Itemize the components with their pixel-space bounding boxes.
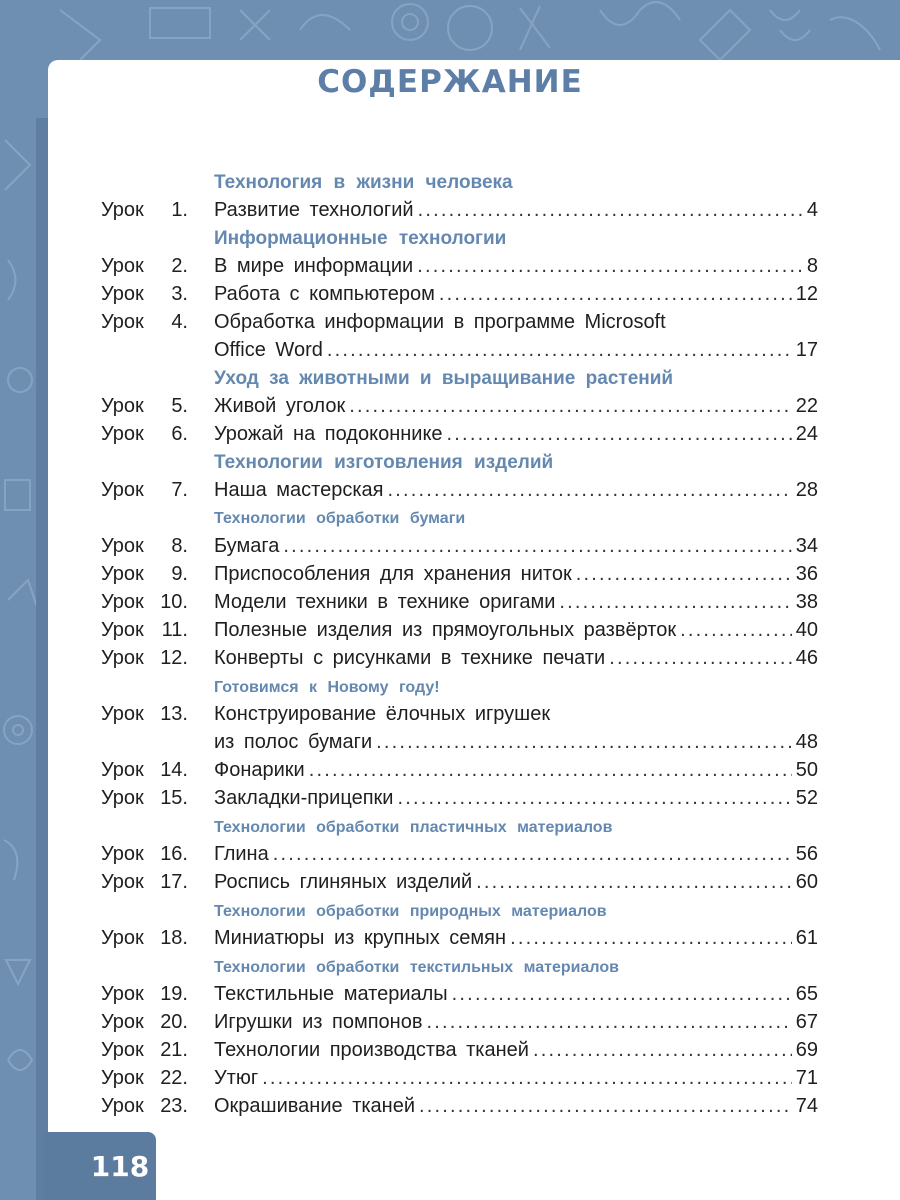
toc-entry (0, 843, 900, 871)
lesson-label: Урок (101, 1067, 144, 1089)
dot-leader (559, 591, 791, 614)
lesson-label: Урок (101, 283, 144, 305)
lesson-label: Урок (101, 759, 144, 781)
toc-entry (0, 423, 900, 451)
lesson-page: 69 (795, 1039, 818, 1061)
dot-leader (680, 619, 792, 642)
lesson-number: 6. (171, 423, 188, 445)
toc-entry (0, 199, 900, 227)
lesson-number: 7. (171, 479, 188, 501)
toc-entry (0, 479, 900, 507)
lesson-number: 4. (171, 311, 188, 333)
lesson-number: 21. (160, 1039, 188, 1061)
section-subheading: Технологии обработки текстильных материалов (214, 959, 619, 976)
toc-entry (0, 563, 900, 591)
lesson-title-continued: из полос бумаги (214, 731, 373, 753)
lesson-page: 56 (795, 843, 818, 865)
lesson-label: Урок (101, 1011, 144, 1033)
lesson-title: Текстильные материалы (214, 983, 448, 1005)
lesson-label: Урок (101, 563, 144, 585)
toc-entry (0, 1067, 900, 1095)
lesson-title: Полезные изделия из прямоугольных развёрток (214, 619, 677, 641)
lesson-number: 19. (160, 983, 188, 1005)
dot-leader (476, 871, 792, 894)
lesson-title: Утюг (214, 1067, 259, 1089)
section-subheading: Технологии обработки пластичных материалов (214, 819, 613, 836)
lesson-page: 74 (795, 1095, 818, 1117)
lesson-title: Роспись глиняных изделий (214, 871, 473, 893)
toc-entry (0, 535, 900, 563)
lesson-title: Живой уголок (214, 395, 346, 417)
lesson-label: Урок (101, 535, 144, 557)
lesson-label: Урок (101, 871, 144, 893)
lesson-label: Урок (101, 1039, 144, 1061)
section-subheading: Технологии обработки бумаги (214, 510, 466, 527)
lesson-page: 46 (795, 647, 818, 669)
lesson-page: 22 (795, 395, 818, 417)
section-subheading: Технологии обработки природных материалов (214, 903, 607, 920)
lesson-page: 65 (795, 983, 818, 1005)
lesson-number: 1. (171, 199, 188, 221)
toc-entry (0, 703, 900, 731)
lesson-number: 20. (160, 1011, 188, 1033)
toc-entry-continuation (0, 339, 900, 367)
toc-entry (0, 787, 900, 815)
toc-entry (0, 255, 900, 283)
dot-leader (447, 423, 792, 446)
section-heading: Уход за животными и выращивание растений (214, 368, 674, 389)
lesson-page: 34 (795, 535, 818, 557)
lesson-page: 67 (795, 1011, 818, 1033)
page-title: СОДЕРЖАНИЕ (317, 64, 583, 100)
dot-leader (349, 395, 792, 418)
lesson-title: В мире информации (214, 255, 414, 277)
dot-leader (262, 1067, 792, 1090)
lesson-page: 4 (806, 199, 818, 221)
lesson-title: Конверты с рисунками в технике печати (214, 647, 606, 669)
section-heading: Технология в жизни человека (214, 172, 513, 193)
lesson-title: Развитие технологий (214, 199, 414, 221)
lesson-number: 22. (160, 1067, 188, 1089)
lesson-page: 71 (795, 1067, 818, 1089)
dot-leader (418, 199, 803, 222)
lesson-label: Урок (101, 395, 144, 417)
dot-leader (327, 339, 792, 362)
lesson-page: 24 (795, 423, 818, 445)
dot-leader (419, 1095, 792, 1118)
lesson-title-continued: Office Word (214, 339, 323, 361)
section-subheading: Готовимся к Новому году! (214, 679, 440, 696)
lesson-label: Урок (101, 787, 144, 809)
section-heading: Информационные технологии (214, 228, 507, 249)
lesson-title: Миниатюры из крупных семян (214, 927, 507, 949)
toc-entry (0, 1039, 900, 1067)
toc-entry (0, 1011, 900, 1039)
lesson-page: 12 (795, 283, 818, 305)
toc-entry (0, 591, 900, 619)
lesson-label: Урок (101, 255, 144, 277)
lesson-number: 16. (160, 843, 188, 865)
lesson-page: 36 (795, 563, 818, 585)
lesson-title: Обработка информации в программе Microsoft (214, 311, 666, 333)
lesson-number: 3. (171, 283, 188, 305)
dot-leader (510, 927, 792, 950)
lesson-number: 11. (161, 619, 188, 641)
lesson-title: Фонарики (214, 759, 305, 781)
toc-entry (0, 871, 900, 899)
dot-leader (283, 535, 791, 558)
lesson-number: 12. (160, 647, 188, 669)
lesson-number: 9. (171, 563, 188, 585)
toc-entry (0, 927, 900, 955)
toc-entry (0, 283, 900, 311)
lesson-label: Урок (101, 591, 144, 613)
lesson-label: Урок (101, 479, 144, 501)
lesson-page: 8 (806, 255, 818, 277)
lesson-page: 52 (795, 787, 818, 809)
lesson-title: Закладки-прицепки (214, 787, 394, 809)
lesson-number: 5. (171, 395, 188, 417)
toc-entry (0, 983, 900, 1011)
dot-leader (452, 983, 792, 1006)
lesson-title: Глина (214, 843, 269, 865)
page-number: 118 (90, 1150, 150, 1183)
dot-leader (609, 647, 792, 670)
lesson-label: Урок (101, 423, 144, 445)
lesson-title: Игрушки из помпонов (214, 1011, 423, 1033)
toc-entry (0, 395, 900, 423)
dot-leader (397, 787, 791, 810)
lesson-title: Урожай на подоконнике (214, 423, 443, 445)
lesson-label: Урок (101, 1095, 144, 1117)
lesson-number: 13. (160, 703, 188, 725)
lesson-title: Конструирование ёлочных игрушек (214, 703, 551, 725)
dot-leader (426, 1011, 791, 1034)
lesson-label: Урок (101, 619, 144, 641)
lesson-number: 18. (160, 927, 188, 949)
lesson-label: Урок (101, 311, 144, 333)
lesson-title: Приспособления для хранения ниток (214, 563, 572, 585)
dot-leader (309, 759, 792, 782)
lesson-title: Технологии производства тканей (214, 1039, 529, 1061)
lesson-number: 23. (160, 1095, 188, 1117)
lesson-number: 14. (160, 759, 188, 781)
lesson-title: Бумага (214, 535, 280, 557)
dot-leader (273, 843, 792, 866)
lesson-page: 40 (795, 619, 818, 641)
lesson-number: 10. (160, 591, 188, 613)
lesson-label: Урок (101, 983, 144, 1005)
lesson-title: Модели техники в технике оригами (214, 591, 556, 613)
lesson-number: 15. (160, 787, 188, 809)
lesson-title: Окрашивание тканей (214, 1095, 416, 1117)
lesson-title: Наша мастерская (214, 479, 384, 501)
dot-leader (417, 255, 803, 278)
toc-entry (0, 759, 900, 787)
lesson-label: Урок (101, 199, 144, 221)
dot-leader (388, 479, 792, 502)
section-heading: Технологии изготовления изделий (214, 452, 554, 473)
lesson-number: 2. (171, 255, 188, 277)
lesson-page: 61 (795, 927, 818, 949)
dot-leader (376, 731, 792, 754)
toc-entry-continuation (0, 731, 900, 759)
lesson-title: Работа с компьютером (214, 283, 435, 305)
lesson-number: 17. (160, 871, 188, 893)
lesson-page: 60 (795, 871, 818, 893)
toc-entry (0, 311, 900, 339)
lesson-label: Урок (101, 843, 144, 865)
toc-entry (0, 619, 900, 647)
lesson-page: 17 (795, 339, 818, 361)
lesson-label: Урок (101, 647, 144, 669)
toc-entry (0, 1095, 900, 1123)
lesson-page: 50 (795, 759, 818, 781)
lesson-page: 28 (795, 479, 818, 501)
lesson-label: Урок (101, 703, 144, 725)
lesson-page: 38 (795, 591, 818, 613)
dot-leader (576, 563, 792, 586)
lesson-page: 48 (795, 731, 818, 753)
lesson-number: 8. (171, 535, 188, 557)
dot-leader (533, 1039, 792, 1062)
dot-leader (439, 283, 792, 306)
toc-entry (0, 647, 900, 675)
lesson-label: Урок (101, 927, 144, 949)
